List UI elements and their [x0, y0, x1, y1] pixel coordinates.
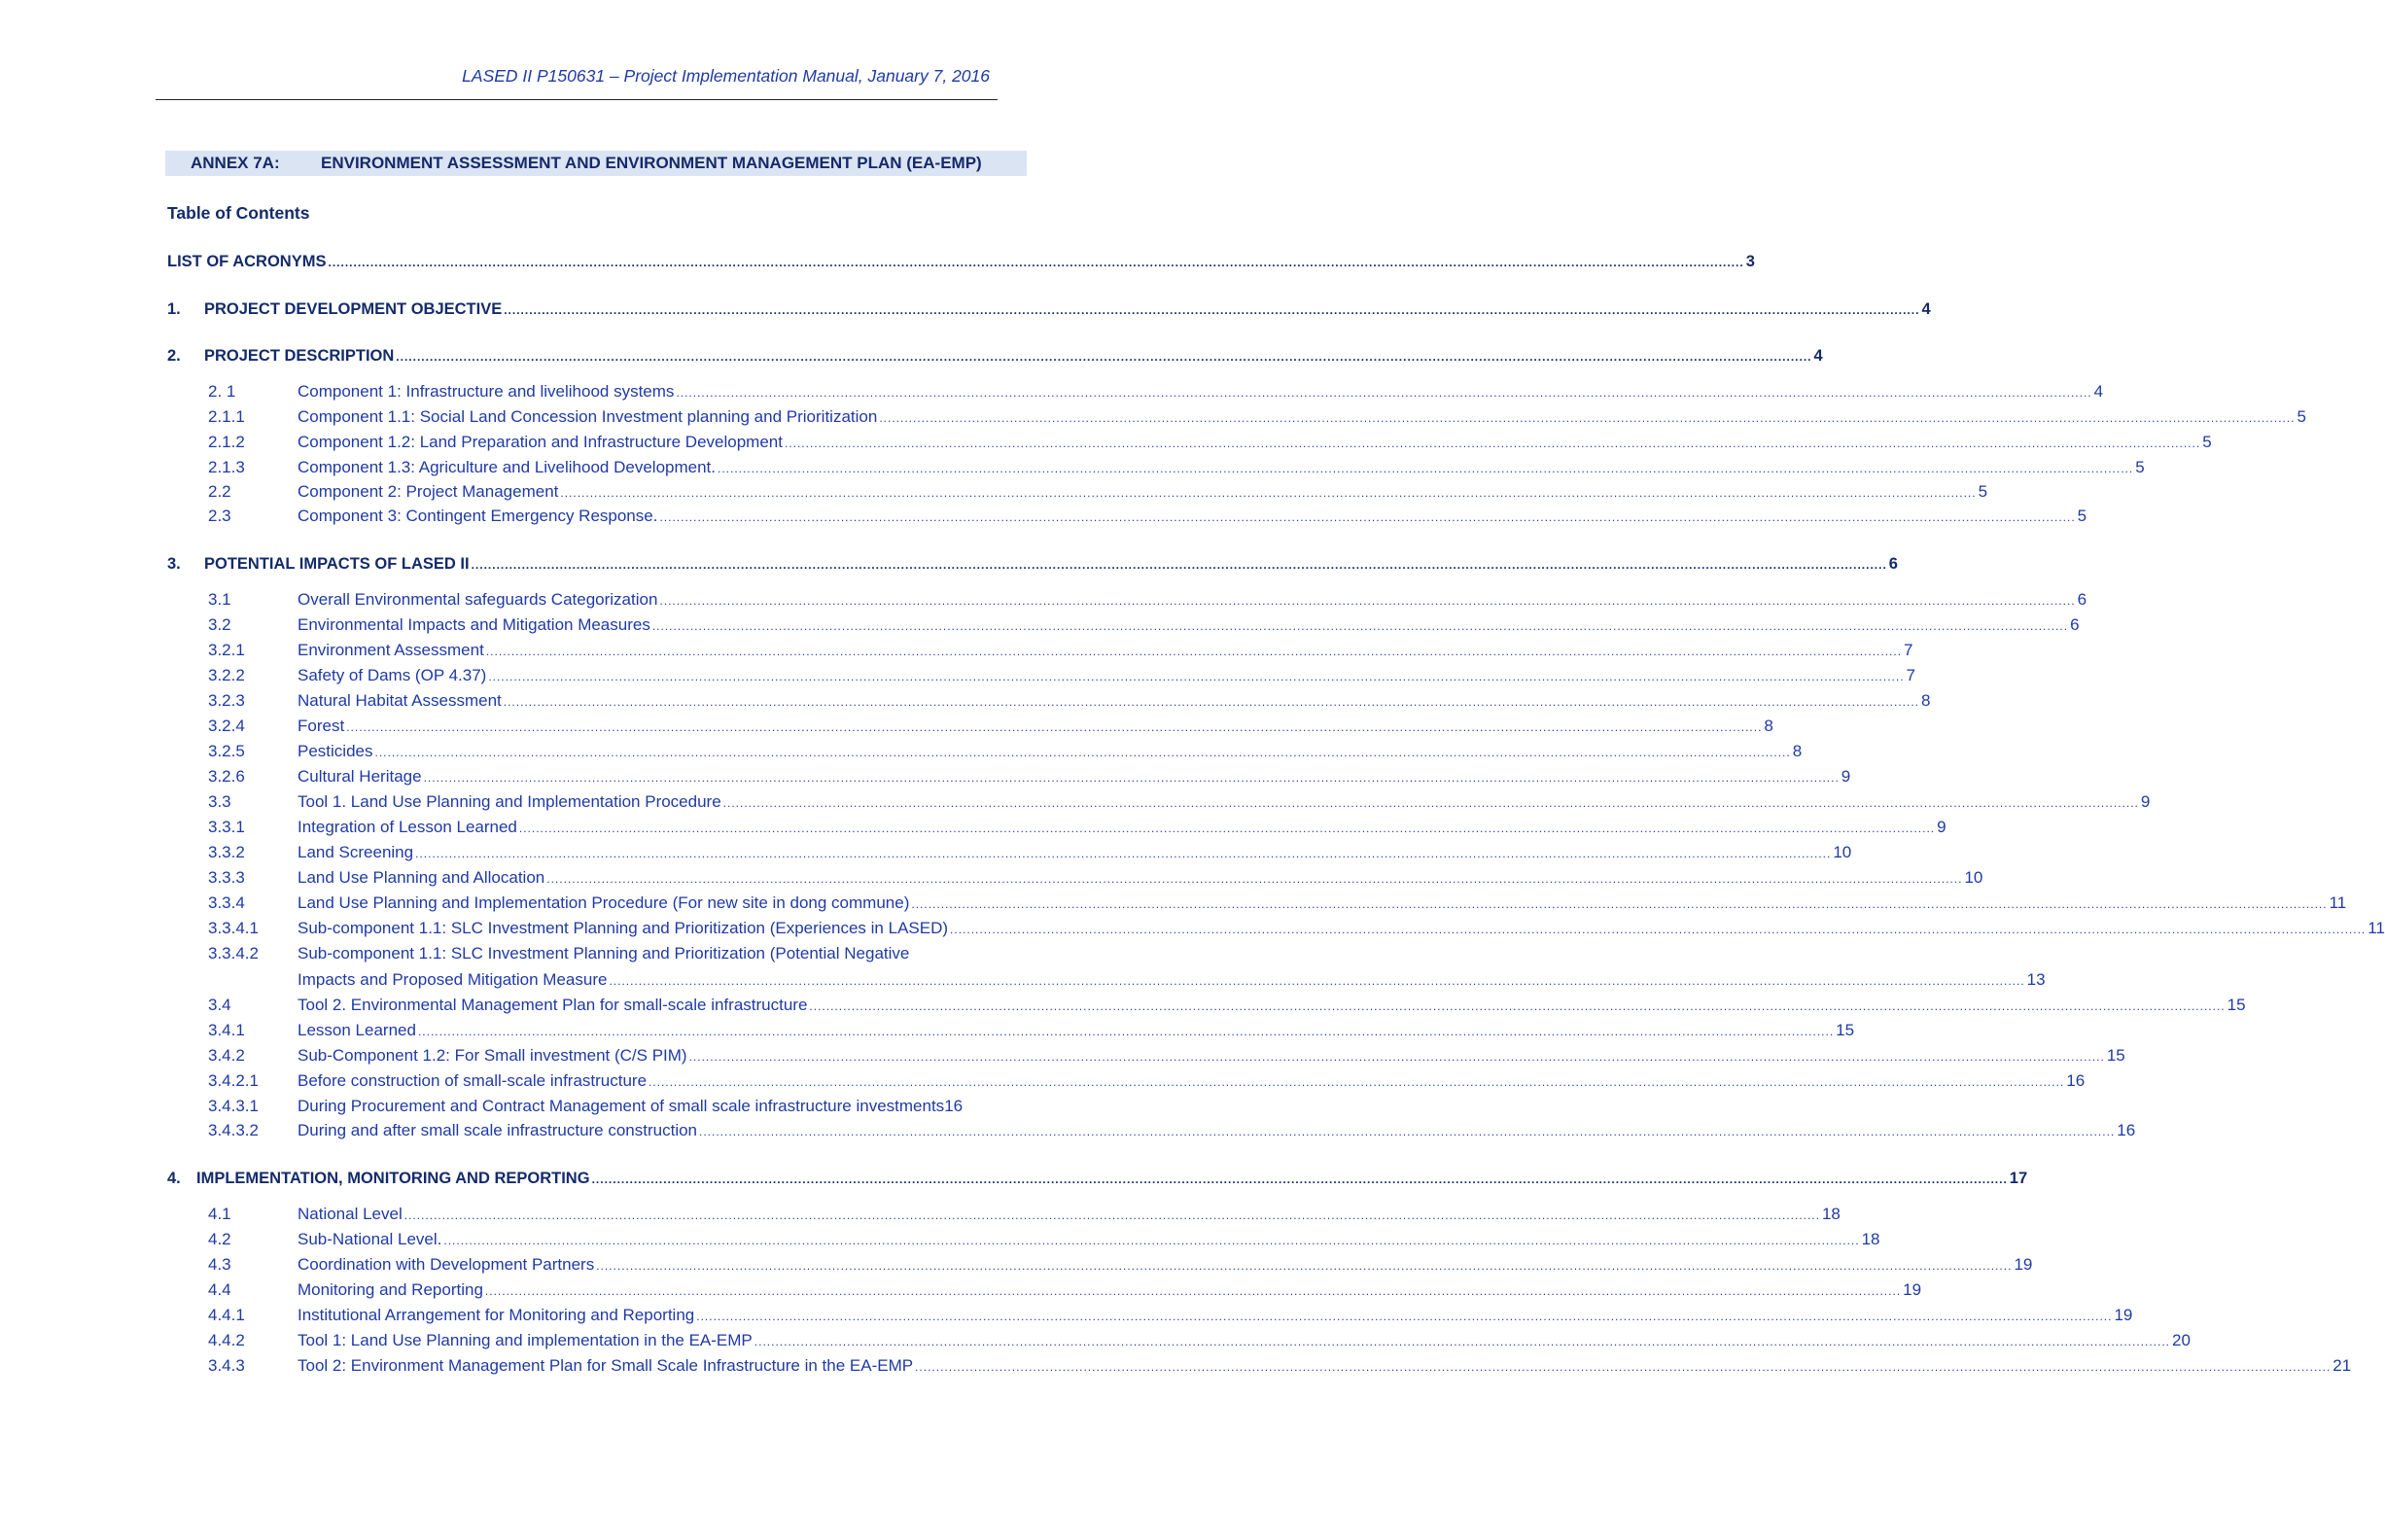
dot-leader	[413, 842, 1833, 865]
toc-entry-number: 3.2.2	[208, 666, 245, 684]
toc-entry[interactable]	[208, 1069, 2086, 1093]
toc-entry-title: Component 1: Infrastructure and livelihood systems	[298, 382, 675, 401]
dot-leader	[697, 1120, 2117, 1143]
dot-leader	[647, 1070, 2066, 1094]
toc-entry-page: 15	[1836, 1021, 1855, 1039]
toc-entry-title: Land Use Planning and Allocation	[298, 868, 545, 887]
toc-entry-number: 3.3.1	[208, 818, 245, 836]
dot-leader	[913, 1355, 2332, 1379]
toc-entry-title: Lesson Learned	[298, 1021, 416, 1039]
toc-entry-page: 4	[1813, 347, 1823, 365]
toc-entry-number: 3.4.3	[208, 1356, 245, 1375]
toc-entry-page: 16	[2066, 1071, 2086, 1090]
toc-entry[interactable]	[208, 1203, 1841, 1226]
toc-entry-number: 3.1	[208, 590, 231, 609]
annex-number: ANNEX 7A:	[191, 154, 280, 172]
toc-entry-number: 3.	[167, 555, 181, 573]
toc-entry-title-line-1: Sub-component 1.1: SLC Investment Planning and Prioritization (Potential Negative	[298, 944, 910, 962]
toc-entry[interactable]	[208, 866, 1983, 890]
dot-leader	[422, 766, 1841, 789]
toc-entry-number: 2.1.2	[208, 433, 245, 451]
toc-entry-number: 3.3	[208, 792, 231, 811]
toc-entry[interactable]	[208, 380, 2104, 403]
toc-entry-page: 19	[2014, 1255, 2033, 1274]
toc-entry-title: Sub-Component 1.2: For Small investment (C/S PIM)	[298, 1046, 687, 1065]
toc-entry-number: 2.1.1	[208, 407, 245, 426]
toc-entry-page: 11	[2367, 919, 2385, 937]
dot-leader	[544, 867, 1964, 891]
toc-entry-title: Sub-component 1.1: SLC Investment Planning and Prioritization (Experiences in LASED)	[298, 919, 949, 937]
toc-entry-number: 3.4.2.1	[208, 1071, 259, 1090]
toc-entry-number: 4.4	[208, 1280, 231, 1299]
toc-entry-number: 3.2.3	[208, 691, 245, 710]
toc-entry-page: 16	[944, 1097, 964, 1115]
toc-entry-number: 4.3	[208, 1255, 231, 1274]
dot-leader	[502, 298, 1921, 322]
toc-entry-number: 4.1	[208, 1205, 231, 1223]
toc-entry-page: 5	[2077, 507, 2087, 525]
dot-leader	[657, 589, 2077, 612]
toc-entry-page: 5	[2202, 433, 2212, 451]
toc-entry-wrapped-continuation[interactable]	[298, 968, 2046, 992]
toc-entry[interactable]	[208, 1228, 1880, 1251]
toc-entry-number: 4.	[167, 1170, 181, 1187]
toc-entry-page: 18	[1821, 1205, 1841, 1223]
toc-entry[interactable]	[208, 664, 1916, 687]
toc-entry-number: 3.3.3	[208, 868, 245, 887]
dot-leader	[344, 716, 1764, 739]
toc-entry-page: 4	[2093, 382, 2104, 401]
toc-entry-page: 5	[2297, 407, 2306, 426]
toc-entry-page: 6	[2077, 590, 2087, 609]
toc-entry-number: 3.4	[208, 996, 231, 1014]
toc-entry[interactable]	[208, 689, 1931, 713]
toc-entry-title: Tool 1. Land Use Planning and Implementation Procedure	[298, 792, 721, 811]
toc-entry[interactable]	[208, 1095, 1040, 1118]
toc-entry-title: Component 1.3: Agriculture and Livelihood Development.	[298, 458, 716, 476]
toc-entry-title: Cultural Heritage	[298, 767, 422, 786]
toc-entry-title: Component 1.1: Social Land Concession Investment planning and Prioritization	[298, 407, 878, 426]
toc-entry-page: 8	[1764, 717, 1773, 735]
toc-entry-number: 4.4.2	[208, 1331, 245, 1349]
toc-entry-number: 3.4.3.1	[208, 1097, 259, 1115]
dot-leader	[807, 995, 2227, 1018]
toc-entry-title: Before construction of small-scale infrastructure	[298, 1071, 648, 1090]
dot-leader	[372, 741, 1792, 764]
annex-title-bar	[165, 151, 1027, 176]
toc-entry-title: Tool 1: Land Use Planning and implementation in the EA-EMP	[298, 1331, 753, 1349]
dot-leader	[590, 1168, 2010, 1191]
toc-entry-page: 15	[2106, 1046, 2125, 1065]
toc-entry-title: LIST OF ACRONYMS	[167, 253, 327, 270]
toc-entry-page: 5	[1978, 482, 1988, 501]
toc-entry-title: Forest	[298, 717, 345, 735]
toc-entry[interactable]	[208, 816, 1947, 839]
dot-leader	[909, 892, 2329, 916]
toc-entry-number: 4.4.1	[208, 1306, 245, 1324]
dot-leader	[403, 1204, 1822, 1227]
toc-entry-title: PROJECT DESCRIPTION	[204, 347, 395, 365]
toc-entry-page: 11	[2329, 893, 2347, 912]
toc-entry-title: POTENTIAL IMPACTS OF LASED II	[204, 555, 470, 573]
toc-entry[interactable]	[208, 613, 2080, 637]
dot-leader	[721, 791, 2141, 815]
toc-entry-title-line-2: Impacts and Proposed Mitigation Measure	[298, 970, 608, 989]
toc-entry-page: 19	[1903, 1280, 1922, 1299]
toc-entry-number: 3.4.1	[208, 1021, 245, 1039]
toc-entry-number: 3.3.4.1	[208, 919, 259, 937]
toc-entry-page: 9	[1841, 767, 1851, 786]
toc-entry[interactable]	[208, 715, 1773, 738]
toc-entry-title: During Procurement and Contract Management of small scale infrastructure investments	[298, 1097, 945, 1115]
toc-entry-number: 4.2	[208, 1230, 231, 1248]
toc-entry-page: 20	[2172, 1331, 2191, 1349]
toc-entry[interactable]	[208, 740, 1803, 763]
toc-entry-title: Coordination with Development Partners	[298, 1255, 595, 1274]
header-divider	[156, 99, 998, 100]
toc-entry-number: 3.3.2	[208, 843, 245, 861]
toc-entry-title: Sub-National Level.	[298, 1230, 442, 1248]
toc-entry[interactable]	[208, 1119, 2136, 1142]
toc-entry-number: 2.1.3	[208, 458, 245, 476]
toc-entry-page: 6	[2070, 615, 2080, 634]
running-header: LASED II P150631 – Project Implementation Manual, January 7, 2016	[462, 66, 990, 86]
dot-leader	[948, 918, 2367, 941]
dot-leader	[657, 506, 2077, 529]
toc-entry[interactable]	[208, 405, 2306, 429]
toc-entry-title: Environment Assessment	[298, 641, 484, 659]
toc-entry[interactable]	[208, 790, 2151, 814]
toc-entry-title: Component 2: Project Management	[298, 482, 559, 501]
dot-leader	[650, 614, 2070, 638]
dot-leader	[486, 665, 1906, 688]
toc-entry-number: 2. 1	[208, 382, 236, 401]
toc-entry-title: Pesticides	[298, 742, 373, 760]
toc-entry-number: 3.2.4	[208, 717, 245, 735]
toc-entry[interactable]	[208, 588, 2087, 612]
toc-entry-number: 3.3.4.2	[208, 944, 259, 962]
toc-entry[interactable]	[208, 1278, 1922, 1302]
toc-entry[interactable]	[208, 431, 2212, 454]
toc-entry-page: 4	[1921, 300, 1931, 318]
toc-entry[interactable]	[208, 480, 1988, 504]
toc-entry[interactable]	[208, 456, 2145, 479]
dot-leader	[783, 432, 2202, 455]
toc-entry-title: IMPLEMENTATION, MONITORING AND REPORTING	[196, 1170, 590, 1187]
toc-entry-page: 8	[1920, 691, 1931, 710]
toc-entry-wrapped[interactable]	[208, 942, 1033, 965]
toc-entry-page: 10	[1833, 843, 1852, 861]
toc-entry-number: 2.3	[208, 507, 231, 525]
toc-entry-page: 3	[1745, 253, 1755, 270]
toc-entry-section-2[interactable]	[167, 344, 1823, 368]
toc-entry-title: Natural Habitat Assessment	[298, 691, 502, 710]
toc-entry-page: 6	[1888, 555, 1898, 573]
toc-entry-title: Overall Environmental safeguards Categorization	[298, 590, 658, 609]
toc-entry-number: 3.3.4	[208, 893, 245, 912]
toc-entry-number: 3.4.3.2	[208, 1121, 259, 1139]
toc-entry-title: Safety of Dams (OP 4.37)	[298, 666, 487, 684]
toc-entry-title: Component 1.2: Land Preparation and Infrastructure Development	[298, 433, 783, 451]
toc-entry-page: 21	[2332, 1356, 2352, 1375]
dot-leader	[394, 345, 1813, 368]
toc-entry-number: 1.	[167, 300, 181, 318]
toc-entry-number: 3.2	[208, 615, 231, 634]
toc-entry-number: 3.4.2	[208, 1046, 245, 1065]
dot-leader	[441, 1229, 1861, 1252]
dot-leader	[558, 481, 1978, 505]
toc-entry-title: During and after small scale infrastructure construction	[298, 1121, 698, 1139]
toc-entry-number: 3.2.6	[208, 767, 245, 786]
toc-entry-title: Monitoring and Reporting	[298, 1280, 483, 1299]
toc-entry-page: 8	[1792, 742, 1803, 760]
toc-entry-title: Institutional Arrangement for Monitoring and Reporting	[298, 1306, 695, 1324]
dot-leader	[687, 1045, 2107, 1068]
toc-entry-acronyms[interactable]	[167, 250, 1755, 273]
dot-leader	[416, 1020, 1836, 1043]
dot-leader	[716, 457, 2135, 480]
toc-entry-title: Integration of Lesson Learned	[298, 818, 517, 836]
toc-entry-page: 13	[2026, 970, 2046, 989]
toc-entry-number: 3.2.1	[208, 641, 245, 659]
annex-title: ENVIRONMENT ASSESSMENT AND ENVIRONMENT MANAGEMENT PLAN (EA-EMP)	[321, 154, 982, 172]
toc-entry-number: 3.2.5	[208, 742, 245, 760]
dot-leader	[326, 251, 1745, 274]
toc-entry[interactable]	[208, 1329, 2191, 1352]
dot-leader	[502, 690, 1921, 714]
toc-entry-page: 9	[2140, 792, 2151, 811]
toc-entry-page: 5	[2135, 458, 2145, 476]
toc-entry-title: Environmental Impacts and Mitigation Measures	[298, 615, 650, 634]
dot-leader	[694, 1305, 2114, 1328]
toc-entry-page: 7	[1906, 666, 1916, 684]
toc-entry[interactable]	[208, 1253, 2033, 1277]
toc-entry-page: 16	[2117, 1121, 2136, 1139]
dot-leader	[483, 1279, 1903, 1303]
toc-entry[interactable]	[208, 1044, 2125, 1068]
toc-entry-title: National Level	[298, 1205, 403, 1223]
toc-entry[interactable]	[208, 1354, 2352, 1378]
toc-entry[interactable]	[208, 994, 2246, 1017]
toc-entry[interactable]	[208, 765, 1851, 788]
toc-entry-number: 2.2	[208, 482, 231, 501]
dot-leader	[753, 1330, 2172, 1353]
toc-entry-title: Component 3: Contingent Emergency Response.	[298, 507, 658, 525]
toc-entry[interactable]	[208, 1304, 2133, 1327]
dot-leader	[594, 1254, 2014, 1278]
toc-entry-page: 7	[1904, 641, 1913, 659]
toc-entry-number: 2.	[167, 347, 181, 365]
dot-leader	[470, 553, 1889, 577]
dot-leader	[607, 969, 2026, 993]
toc-entry[interactable]	[208, 892, 2347, 915]
toc-entry-title: Tool 2: Environment Management Plan for Small Scale Infrastructure in the EA-EMP	[298, 1356, 914, 1375]
dot-leader	[877, 406, 2297, 430]
toc-entry-page: 18	[1861, 1230, 1880, 1248]
toc-entry[interactable]	[208, 505, 2087, 528]
toc-entry-page: 10	[1964, 868, 1983, 887]
toc-entry-section-1[interactable]	[167, 298, 1931, 321]
toc-entry-page: 19	[2114, 1306, 2133, 1324]
toc-entry-page: 17	[2009, 1170, 2028, 1187]
toc-entry-section-3[interactable]	[167, 552, 1898, 576]
toc-entry-title: PROJECT DEVELOPMENT OBJECTIVE	[204, 300, 503, 318]
dot-leader	[674, 381, 2093, 404]
toc-entry[interactable]	[208, 917, 2385, 940]
toc-entry[interactable]	[208, 1019, 1855, 1042]
toc-entry-page: 15	[2227, 996, 2246, 1014]
dot-leader	[517, 817, 1937, 840]
toc-entry-title: Land Use Planning and Implementation Procedure (For new site in dong commune)	[298, 893, 910, 912]
toc-entry[interactable]	[208, 841, 1852, 864]
dot-leader	[484, 640, 1904, 663]
toc-heading: Table of Contents	[167, 203, 310, 223]
toc-entry[interactable]	[208, 639, 1913, 662]
toc-entry-section-4[interactable]	[167, 1167, 2028, 1190]
toc-entry-title: Tool 2. Environmental Management Plan for small-scale infrastructure	[298, 996, 808, 1014]
toc-entry-page: 9	[1937, 818, 1947, 836]
toc-entry-title: Land Screening	[298, 843, 414, 861]
